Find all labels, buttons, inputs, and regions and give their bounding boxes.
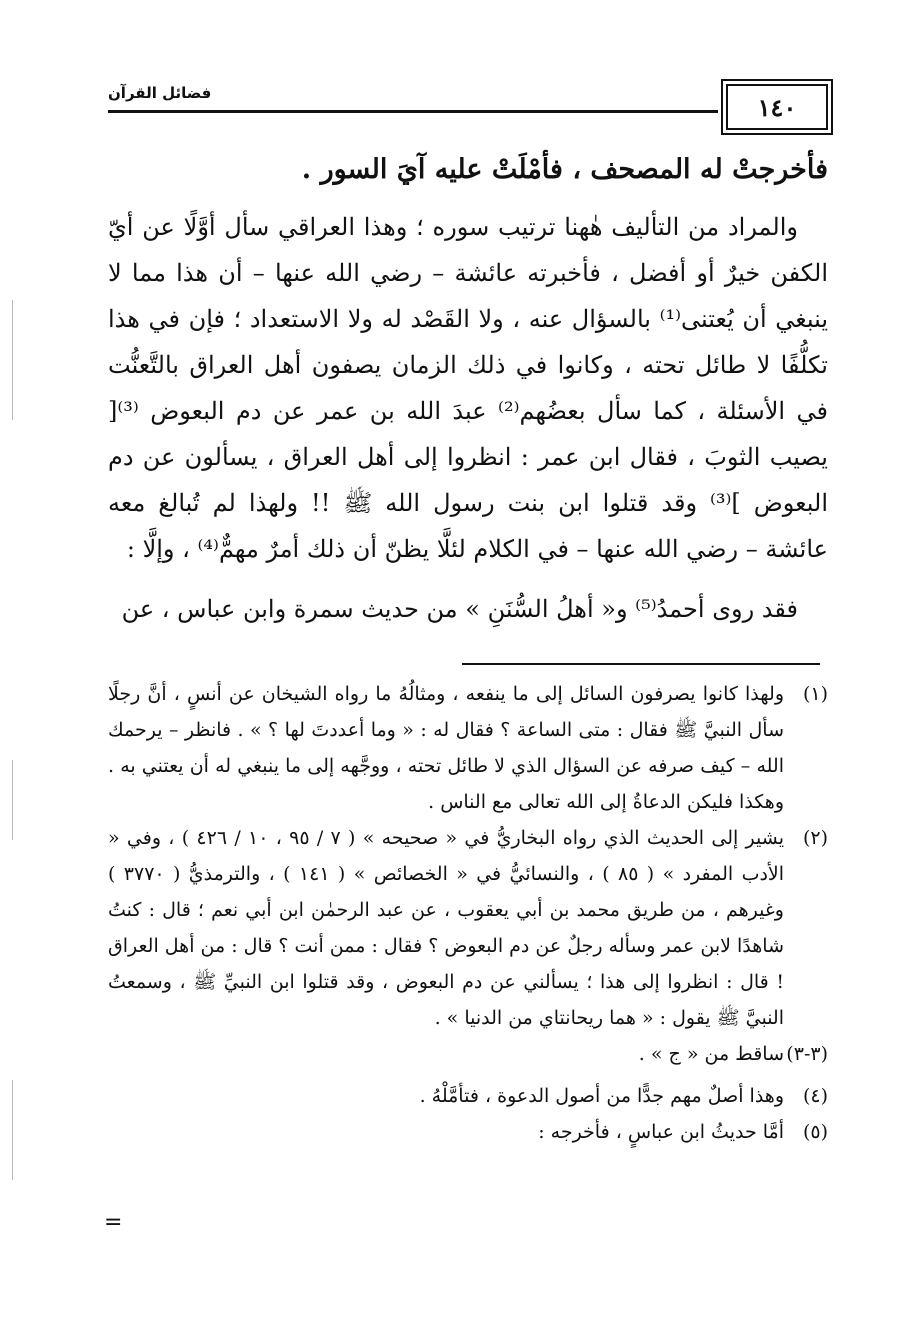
footnote-text: ولهذا كانوا يصرفون السائل إلى ما ينفعه ، ومثالُهُ ما رواه الشيخان عن أنسٍ ، أنَّ رجلًا سأل النبيَّ ﷺ فقال : متى الساعة ؟ فقال له : « وما أعددتَ لها ؟ » . فانظر – يرحمك الله – كيف صرفه عن السؤال الذي لا طائل تحته ، ووجَّهه إلى ما ينبغي له أن يعتني به . وهكذا فليكن الدعاةُ إلى الله تعالى مع الناس . [108,683,784,813]
footnote-text: ساقط من « ج » . [638,1043,784,1065]
footnote-number: (٤) [802,1085,828,1107]
continuation-mark: = [104,1210,123,1235]
page-header [108,80,828,138]
footnote-2 [108,820,828,1036]
footnote-separator [462,663,820,665]
footnote-text: أمَّا حديثُ ابن عباسٍ ، فأخرجه : [538,1121,784,1143]
header-rule [108,110,718,113]
body-paragraph-1: والمراد من التأليف هٰهنا ترتيب سوره ؛ وهذا العراقي سأل أوَّلًا عن أيّ الكفن خيرٌ أو أفضل ، فأخبرته عائشة – رضي الله عنها – أن هذا مما لا ينبغي أن يُعتنى⁽¹⁾ بالسؤال عنه ، ولا القَصْد له ولا الاستعداد ؛ فإن في هذا تكلُّفًا لا طائل تحته ، وكانوا في ذلك الزمان يصفون أهل العراق بالتَّعنُّت في الأسئلة ، كما سأل بعضُهم⁽²⁾ عبدَ الله بن عمر عن دم البعوض ⁽³⁾[ يصيب الثوبَ ، فقال ابن عمر : انظروا إلى أهل العراق ، يسألون عن دم البعوض ]⁽³⁾ وقد قتلوا ابن بنت رسول الله ﷺ !! ولهذا لم تُبالغ معه عائشة – رضي الله عنها – في الكلام لئلَّا يظنّ أن ذلك أمرٌ مهمٌّ⁽⁴⁾ ، وإلَّا : [108,213,829,563]
footnote-text: يشير إلى الحديث الذي رواه البخاريُّ في « صحيحه » ( ٧ / ٩٥ ، ١٠ / ٤٢٦ ) ، وفي « الأدب المفرد » ( ٨٥ ) ، والنسائيُّ في « الخصائص » ( ١٤١ ) ، والترمذيُّ ( ٣٧٧٠ ) وغيرهم ، من طريق محمد بن أبي يعقوب ، عن عبد الرحمٰن ابن أبي نعم ؛ قال : كنتُ شاهدًا لابن عمر وسأله رجلٌ عن دم البعوض ؟ فقال : ممن أنت ؟ قال : من أهل العراق ! قال : انظروا إلى هذا ؛ يسألني عن دم البعوض ، وقد قتلوا ابن النبيِّ ﷺ ، وسمعتُ النبيَّ ﷺ يقول : « هما ريحانتاي من الدنيا » . [108,827,785,1029]
footnote-1 [108,676,828,820]
footnote-number: (١) [802,683,828,705]
footnote-3 [108,1036,828,1072]
footnote-text: وهذا أصلٌ مهم جدًّا من أصول الدعوة ، فتأمَّلْهُ . [419,1085,784,1107]
main-text [108,148,828,632]
lead-sentence: فأخرجتْ له المصحف ، فأمْلَتْ عليه آيَ السور . [301,154,828,185]
scan-edge-line [12,1080,13,1180]
running-title: فضائل القرآن [108,84,212,102]
footnote-5 [108,1114,828,1150]
footnote-4 [108,1078,828,1114]
footnote-number: (٥) [802,1121,828,1143]
page-number: ١٤٠ [726,84,828,130]
scan-edge-line [12,760,13,840]
footnote-number: (٣-٣) [786,1043,828,1065]
footnote-number: (٢) [802,827,828,849]
footnotes [108,676,828,1150]
body-paragraph-2: فقد روى أحمدُ⁽⁵⁾ و« أهلُ السُّنَنِ » من حديث سمرة وابن عباس ، عن [121,595,798,623]
scan-edge-line [12,300,13,420]
